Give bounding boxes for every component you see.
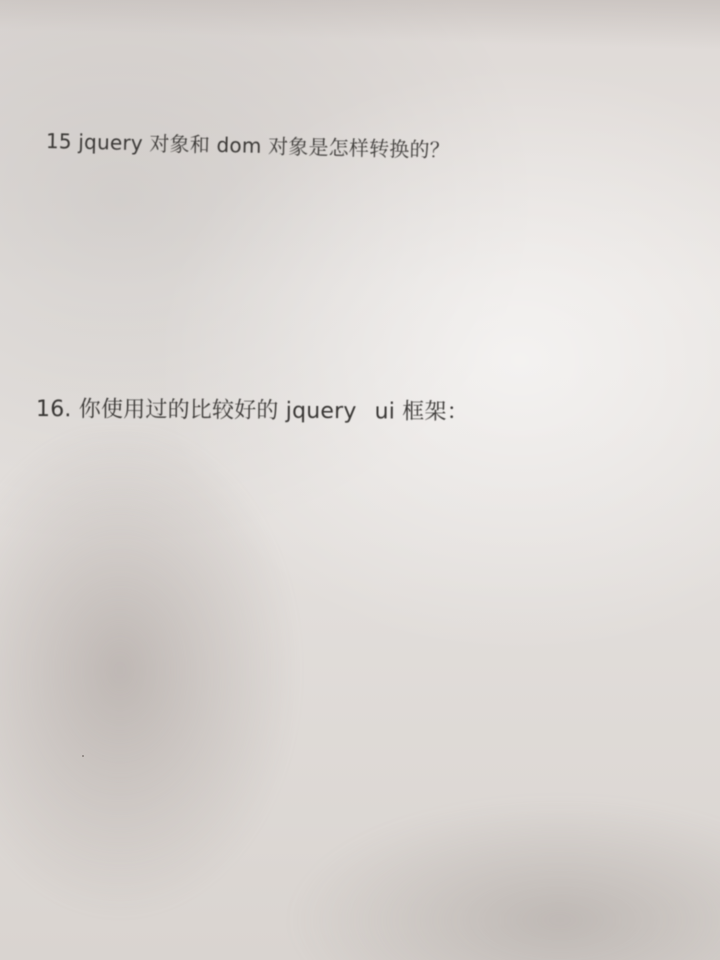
paper-speck bbox=[82, 755, 84, 757]
question-16 bbox=[36, 392, 469, 426]
bottom-shadow bbox=[200, 760, 720, 960]
question-16-number: 16. bbox=[35, 397, 72, 423]
question-16-text-part2: ui 框架： bbox=[374, 399, 469, 426]
question-15-text: jquery 对象和 dom 对象是怎样转换的？ bbox=[78, 129, 451, 163]
paper-top-edge bbox=[0, 0, 720, 50]
question-16-text-part1: 你使用过的比较好的 jquery bbox=[78, 397, 357, 425]
question-15 bbox=[46, 125, 451, 163]
question-15-number: 15 bbox=[45, 129, 73, 154]
